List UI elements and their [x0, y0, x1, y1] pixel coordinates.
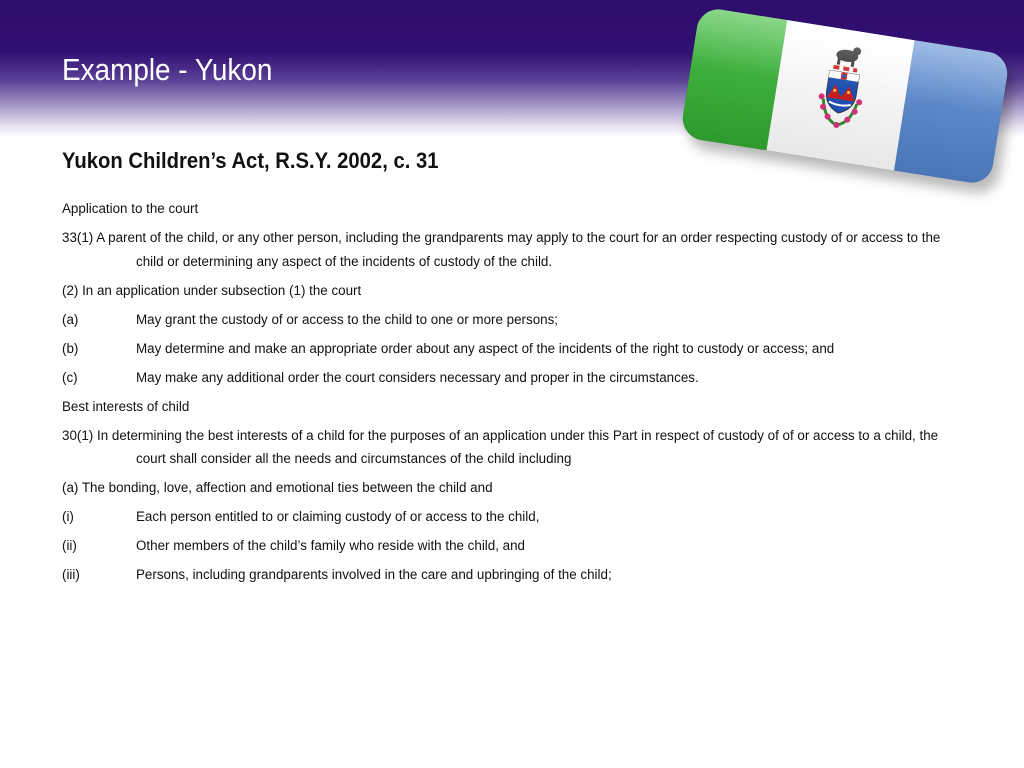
list-text: May grant the custody of or access to the child to one or more persons; [136, 311, 559, 327]
list-item [62, 505, 967, 529]
list-text: Each person entitled to or claiming custody of or access to the child, [136, 509, 540, 524]
list-item [62, 534, 967, 558]
list-marker: (ii) [62, 538, 77, 553]
paragraph-33-1: 33(1) A parent of the child, or any other person, including the grandparents may apply to the court for an order respecting custody of or access to the child or determining any aspect of the incidents of custody of the child. [62, 230, 941, 269]
slide-title: Example - Yukon [62, 52, 273, 87]
paragraph-30-1: 30(1) In determining the best interests of a child for the purposes of an application under this Part in respect of custody of of or access to a child, the court shall consider all the needs and circumstances of the child including [62, 427, 939, 466]
section-heading-application: Application to the court [62, 201, 199, 216]
flag-blue-stripe [894, 40, 1011, 186]
list-marker: (a) [62, 311, 79, 327]
paragraph-2: (2) In an application under subsection (1) the court [62, 282, 362, 298]
section-heading-best-interests: Best interests of child [62, 398, 190, 414]
flag-body [680, 6, 1011, 185]
slide-body [62, 197, 967, 592]
list-text: May make any additional order the court considers necessary and proper in the circumstances. [136, 369, 699, 385]
list-text: May determine and make an appropriate order about any aspect of the incidents of the right to custody or access; and [136, 340, 835, 356]
list-text: Other members of the child’s family who reside with the child, and [136, 538, 526, 553]
yukon-flag-icon [680, 18, 1010, 188]
flag-white-stripe [766, 20, 914, 171]
list-item [62, 563, 967, 587]
list-marker: (iii) [62, 567, 80, 582]
coat-of-arms-icon [797, 36, 886, 146]
list-item [62, 366, 967, 390]
list-item [62, 337, 967, 361]
paragraph-a: (a) The bonding, love, affection and emotional ties between the child and [62, 480, 493, 495]
list-marker: (i) [62, 509, 74, 524]
list-item [62, 308, 967, 332]
list-marker: (b) [62, 340, 79, 356]
slide-subtitle: Yukon Children’s Act, R.S.Y. 2002, c. 31 [62, 148, 439, 173]
list-marker: (c) [62, 369, 78, 385]
list-text: Persons, including grandparents involved in the care and upbringing of the child; [136, 567, 612, 582]
